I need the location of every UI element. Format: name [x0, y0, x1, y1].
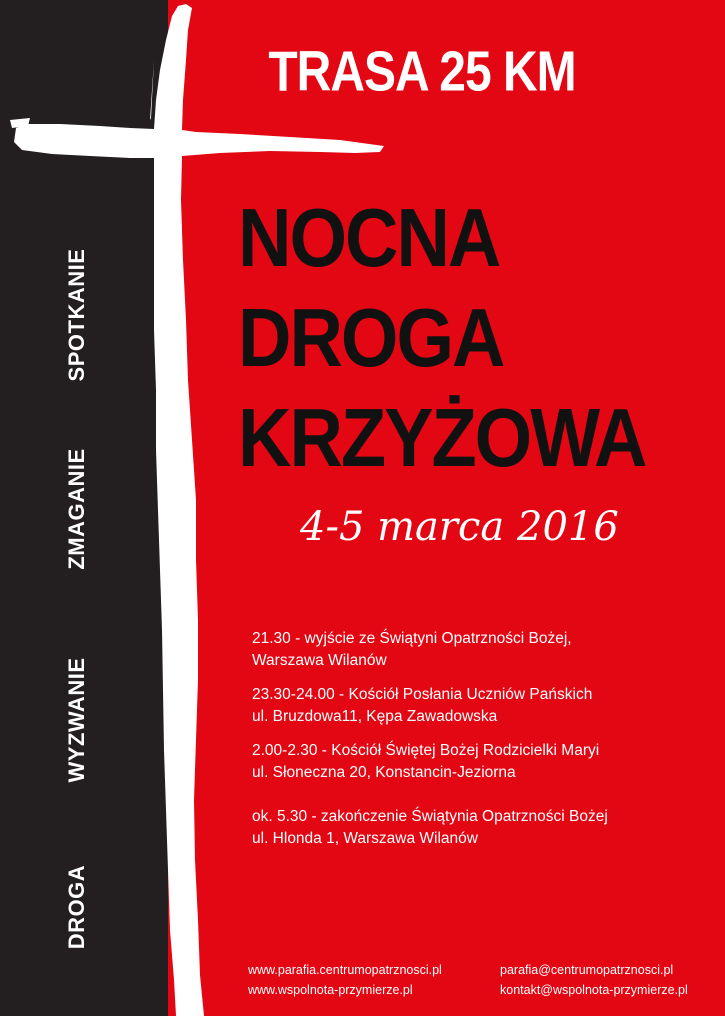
schedule-time-place: 2.00-2.30 - Kościół Świętej Bożej Rodzicielki Maryi	[252, 742, 600, 759]
side-word-spotkanie: SPOTKANIE	[64, 248, 89, 382]
schedule-item	[252, 684, 592, 728]
website-link-parafia[interactable]: www.parafia.centrumopatrznosci.pl	[248, 963, 442, 977]
event-date: 4-5 marca 2016	[300, 504, 619, 550]
schedule-address: ul. Bruzdowa11, Kępa Zawadowska	[252, 708, 498, 725]
schedule-item	[252, 740, 599, 784]
email-link-kontakt[interactable]: kontakt@wspolnota-przymierze.pl	[500, 983, 688, 997]
website-link-wspolnota[interactable]: www.wspolnota-przymierze.pl	[248, 983, 413, 997]
email-link-parafia[interactable]: parafia@centrumopatrznosci.pl	[500, 963, 674, 977]
schedule-item	[252, 806, 608, 850]
title-line-3: KRZYŻOWA	[238, 391, 646, 485]
title-line-1: NOCNA	[238, 191, 500, 285]
bottom-margin	[0, 1016, 725, 1024]
schedule-time-place: 21.30 - wyjście ze Świątyni Opatrzności Bożej,	[252, 630, 572, 647]
schedule-address: ul. Słoneczna 20, Konstancin-Jeziorna	[252, 764, 516, 781]
distance-title: TRASA 25 KM	[268, 41, 576, 104]
schedule-item	[252, 628, 572, 672]
schedule-address: ul. Hlonda 1, Warszawa Wilanów	[252, 830, 478, 847]
schedule-address: Warszawa Wilanów	[252, 652, 387, 669]
side-word-wyzwanie: WYZWANIE	[64, 657, 89, 783]
side-word-zmaganie: ZMAGANIE	[64, 448, 89, 570]
side-word-droga: DROGA	[64, 864, 89, 950]
footer-websites	[248, 960, 442, 1000]
schedule-time-place: ok. 5.30 - zakończenie Świątynia Opatrzności Bożej	[252, 808, 608, 825]
footer-emails	[500, 960, 688, 1000]
schedule-time-place: 23.30-24.00 - Kościół Posłania Uczniów Pańskich	[252, 686, 593, 703]
title-line-2: DROGA	[238, 291, 504, 385]
